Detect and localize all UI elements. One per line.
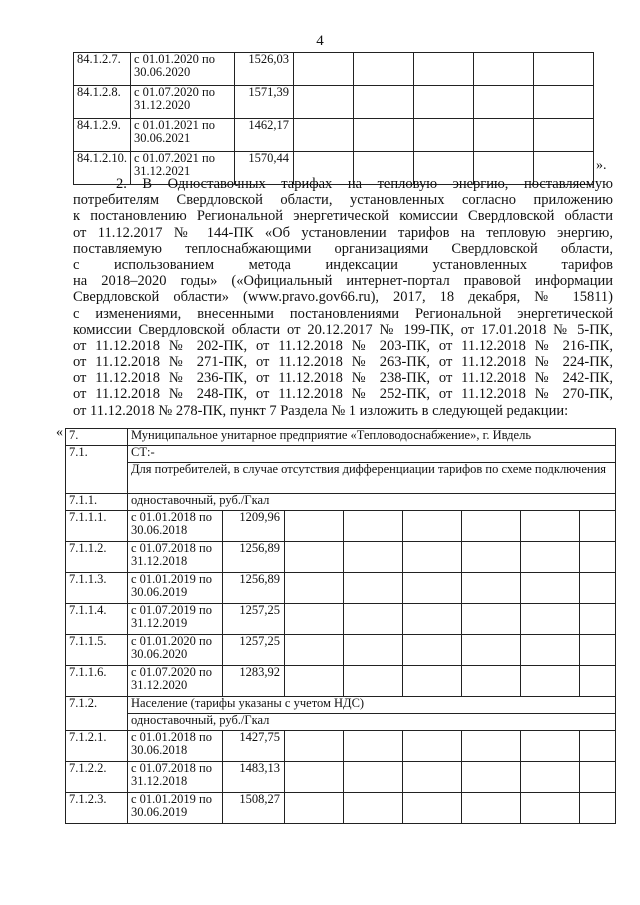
empty-cell — [580, 573, 616, 604]
st-row — [66, 446, 616, 463]
empty-cell — [414, 53, 474, 86]
row-code: 7.1.1.3. — [66, 573, 128, 604]
empty-cell — [294, 119, 354, 152]
paragraph-line: Свердловской области» (www.pravo.gov66.ru), 2017, 18 декабря, № 15811) — [73, 289, 613, 306]
empty-cell — [474, 86, 534, 119]
empty-cell — [580, 511, 616, 542]
main-tariff-table — [65, 428, 616, 824]
consumers-label: Для потребителей, в случае отсутствия дифференциации тарифов по схеме подключения — [128, 463, 616, 494]
row-value: 1526,03 — [235, 53, 294, 86]
row-value: 1462,17 — [235, 119, 294, 152]
paragraph-line: комиссии Свердловской области от 20.12.2017 № 199-ПК, от 17.01.2018 № 5-ПК, — [73, 321, 613, 338]
row-value: 1257,25 — [223, 604, 285, 635]
paragraph-line: от 11.12.2018 № 278-ПК, пункт 7 Раздела № 1 изложить в следующей редакции: — [73, 402, 569, 419]
paragraph-line: от 11.12.2018 № 202-ПК, от 11.12.2018 № 203-ПК, от 11.12.2018 № 216-ПК, — [73, 337, 613, 354]
group1-row — [66, 494, 616, 511]
row-code: 84.1.2.7. — [74, 53, 131, 86]
empty-cell — [521, 511, 580, 542]
row-value: 1283,92 — [223, 666, 285, 697]
row-code: 7.1.1.6. — [66, 666, 128, 697]
row-period: с 01.01.2020 по 30.06.2020 — [131, 53, 235, 86]
row-code: 7.1.2.1. — [66, 731, 128, 762]
row-value: 1257,25 — [223, 635, 285, 666]
paragraph-line: потребителям Свердловской области, установленных согласно приложению — [73, 192, 613, 209]
paragraph-line: к постановлению Региональной энергетической комиссии Свердловской области — [73, 208, 613, 225]
top-tariff-table — [73, 52, 594, 185]
empty-cell — [462, 762, 521, 793]
paragraph-line: от 11.12.2018 № 271-ПК, от 11.12.2018 № 263-ПК, от 11.12.2018 № 224-ПК, — [73, 354, 613, 371]
empty-cell — [462, 635, 521, 666]
row-code: 7.1.1.2. — [66, 542, 128, 573]
consumers-row — [66, 463, 616, 494]
empty-cell — [403, 511, 462, 542]
row-value: 1427,75 — [223, 731, 285, 762]
empty-cell — [521, 542, 580, 573]
empty-cell — [344, 762, 403, 793]
row-value: 1209,96 — [223, 511, 285, 542]
empty-cell — [294, 86, 354, 119]
empty-cell — [344, 604, 403, 635]
empty-cell — [344, 793, 403, 824]
empty-cell — [403, 542, 462, 573]
org-code: 7. — [66, 429, 128, 446]
row-period: с 01.07.2018 по 31.12.2018 — [128, 762, 223, 793]
empty-cell — [521, 731, 580, 762]
row-period: с 01.07.2020 по 31.12.2020 — [128, 666, 223, 697]
empty-cell — [285, 762, 344, 793]
row-period: с 01.01.2019 по 30.06.2019 — [128, 793, 223, 824]
empty-cell — [521, 793, 580, 824]
opening-quote: « — [56, 425, 63, 440]
table-row — [74, 86, 594, 119]
empty-cell — [344, 573, 403, 604]
group2-row — [66, 697, 616, 714]
empty-cell — [403, 635, 462, 666]
empty-cell — [462, 573, 521, 604]
org-row — [66, 429, 616, 446]
row-code: 7.1.1.5. — [66, 635, 128, 666]
table-row — [66, 666, 616, 697]
row-value: 1570,44 — [235, 152, 294, 185]
empty-cell — [285, 542, 344, 573]
empty-cell — [403, 731, 462, 762]
row-period: с 01.01.2020 по 30.06.2020 — [128, 635, 223, 666]
empty-cell — [344, 635, 403, 666]
paragraph-line: от 11.12.2018 № 236-ПК, от 11.12.2018 № 238-ПК, от 11.12.2018 № 242-ПК, — [73, 370, 613, 387]
empty-cell — [403, 666, 462, 697]
table-row — [66, 511, 616, 542]
row-value: 1571,39 — [235, 86, 294, 119]
row-value: 1483,13 — [223, 762, 285, 793]
group2-code: 7.1.2. — [66, 697, 128, 731]
empty-cell — [403, 762, 462, 793]
empty-cell — [414, 119, 474, 152]
table-row — [66, 573, 616, 604]
empty-cell — [285, 604, 344, 635]
empty-cell — [534, 119, 594, 152]
row-period: с 01.07.2020 по 31.12.2020 — [131, 86, 235, 119]
empty-cell — [521, 762, 580, 793]
empty-cell — [285, 793, 344, 824]
empty-cell — [580, 666, 616, 697]
row-period: с 01.01.2018 по 30.06.2018 — [128, 511, 223, 542]
empty-cell — [534, 86, 594, 119]
row-period: с 01.01.2018 по 30.06.2018 — [128, 731, 223, 762]
empty-cell — [580, 731, 616, 762]
empty-cell — [403, 604, 462, 635]
group1-code: 7.1.1. — [66, 494, 128, 511]
empty-cell — [285, 573, 344, 604]
empty-cell — [344, 666, 403, 697]
empty-cell — [462, 793, 521, 824]
row-code: 7.1.2.3. — [66, 793, 128, 824]
empty-cell — [354, 53, 414, 86]
empty-cell — [462, 731, 521, 762]
empty-cell — [534, 53, 594, 86]
empty-cell — [580, 542, 616, 573]
empty-cell — [462, 666, 521, 697]
empty-cell — [474, 119, 534, 152]
group2-label: Население (тарифы указаны с учетом НДС) — [128, 697, 616, 714]
empty-cell — [521, 604, 580, 635]
empty-cell — [294, 53, 354, 86]
group2-subrow — [66, 714, 616, 731]
empty-cell — [474, 53, 534, 86]
table-row — [66, 762, 616, 793]
empty-cell — [354, 86, 414, 119]
paragraph-line: от 11.12.2017 № 144-ПК «Об установлении тарифов на тепловую энергию, — [73, 224, 613, 241]
group1-label: одноставочный, руб./Гкал — [128, 494, 616, 511]
empty-cell — [285, 511, 344, 542]
org-name: Муниципальное унитарное предприятие «Тепловодоснабжение», г. Ивдель — [128, 429, 616, 446]
empty-cell — [580, 762, 616, 793]
empty-cell — [344, 511, 403, 542]
row-period: с 01.07.2021 по 31.12.2021 — [131, 152, 235, 185]
row-period: с 01.01.2019 по 30.06.2019 — [128, 573, 223, 604]
empty-cell — [521, 666, 580, 697]
empty-cell — [462, 604, 521, 635]
row-code: 84.1.2.8. — [74, 86, 131, 119]
page-number: 4 — [316, 33, 324, 49]
row-value: 1256,89 — [223, 573, 285, 604]
row-code: 7.1.2.2. — [66, 762, 128, 793]
closing-quote: ». — [596, 158, 607, 173]
row-period: с 01.01.2021 по 30.06.2021 — [131, 119, 235, 152]
empty-cell — [344, 731, 403, 762]
paragraph-line: с изменениями, внесенными постановлениями Региональной энергетической — [73, 305, 613, 322]
group2-sublabel: одноставочный, руб./Гкал — [128, 714, 616, 731]
table-row — [74, 53, 594, 86]
row-period: с 01.07.2018 по 31.12.2018 — [128, 542, 223, 573]
empty-cell — [414, 86, 474, 119]
table-row — [66, 731, 616, 762]
paragraph-line: 2. В Одноставочных тарифах на тепловую энергию, поставляемую — [116, 176, 613, 192]
empty-cell — [285, 635, 344, 666]
empty-cell — [344, 542, 403, 573]
empty-cell — [354, 119, 414, 152]
row-code: 84.1.2.10. — [74, 152, 131, 185]
row-code: 7.1.1.1. — [66, 511, 128, 542]
empty-cell — [521, 635, 580, 666]
paragraph-line: с использованием метода индексации установленных тарифов — [73, 256, 613, 273]
empty-cell — [462, 511, 521, 542]
empty-cell — [580, 604, 616, 635]
row-period: с 01.07.2019 по 31.12.2019 — [128, 604, 223, 635]
empty-cell — [285, 666, 344, 697]
table-row — [66, 793, 616, 824]
empty-cell — [403, 573, 462, 604]
empty-cell — [403, 793, 462, 824]
paragraph-line: поставляемую теплоснабжающими организациями Свердловской области, — [73, 240, 613, 257]
row-code: 84.1.2.9. — [74, 119, 131, 152]
empty-cell — [580, 635, 616, 666]
paragraph-line: на 2018–2020 годы» («Официальный интернет-портал правовой информации — [73, 273, 613, 290]
table-row — [66, 635, 616, 666]
row-value: 1256,89 — [223, 542, 285, 573]
st-label: СТ:- — [128, 446, 616, 463]
row-code: 7.1.1.4. — [66, 604, 128, 635]
empty-cell — [580, 793, 616, 824]
amendment-paragraph — [73, 176, 613, 419]
paragraph-line: от 11.12.2018 № 248-ПК, от 11.12.2018 № 252-ПК, от 11.12.2018 № 270-ПК, — [73, 386, 613, 403]
row-value: 1508,27 — [223, 793, 285, 824]
empty-cell — [285, 731, 344, 762]
st-code: 7.1. — [66, 446, 128, 494]
empty-cell — [462, 542, 521, 573]
empty-cell — [521, 573, 580, 604]
table-row — [66, 604, 616, 635]
table-row — [74, 119, 594, 152]
table-row — [66, 542, 616, 573]
